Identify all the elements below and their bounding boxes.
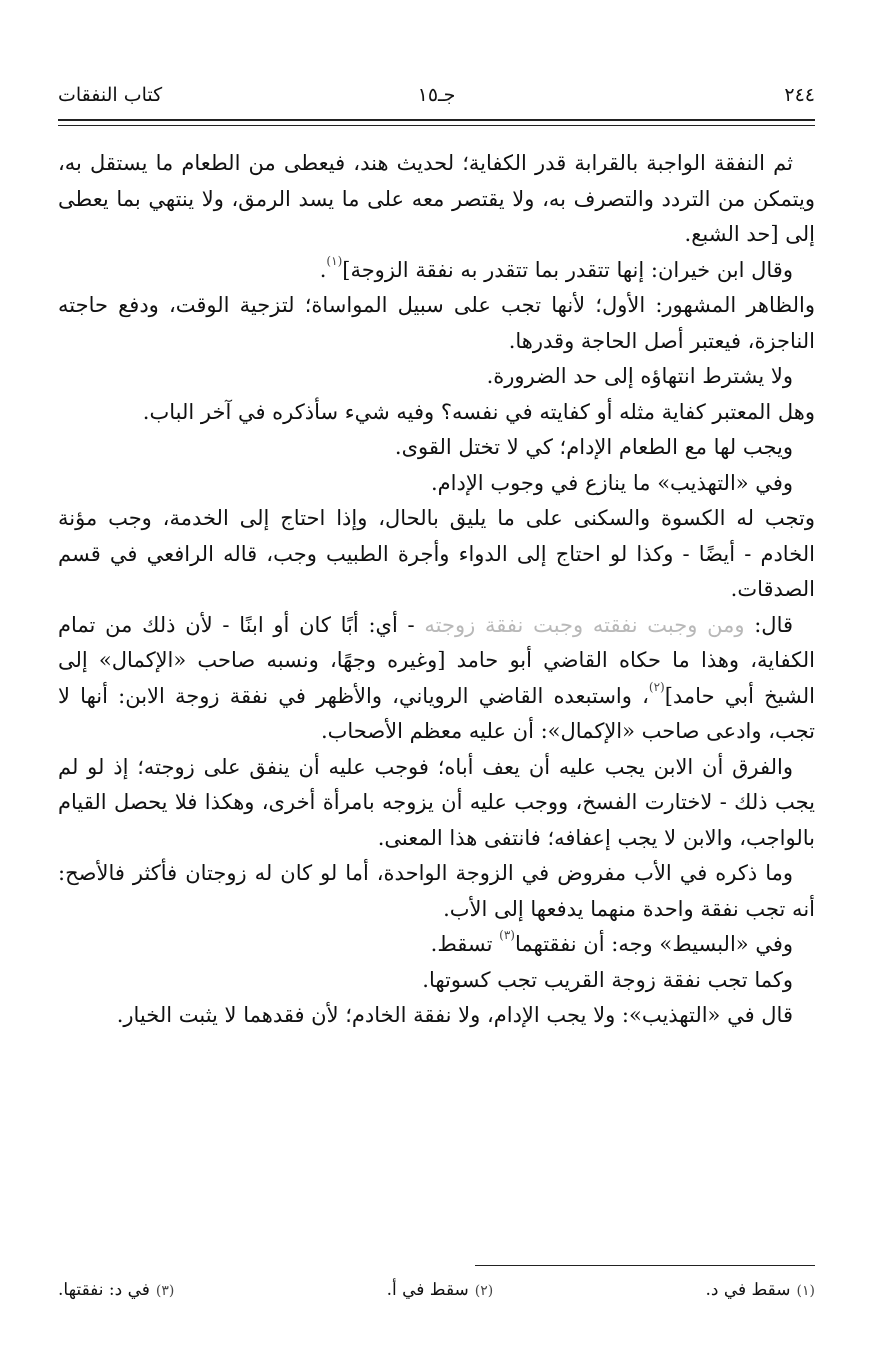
matn-quote: ومن وجبت نفقته وجبت نفقة زوجته [424,612,745,637]
footnote-item [58,1280,174,1300]
paragraph: وما ذكره في الأب مفروض في الزوجة الواحدة، أما لو كان له زوجتان فأكثر فالأصح: أنه تجب نفقة واحدة منهما يدفعها إلى الأب. [58,861,815,921]
footnote-number: (١) [796,1283,815,1299]
volume-label: جـ١٥ [417,84,456,106]
paragraph: والفرق أن الابن يجب عليه أن يعف أباه؛ فوجب عليه أن ينفق على زوجته؛ إذ لو لم يجب ذلك - لاختارت الفسخ، ووجب عليه أن يزوجه بامرأة أخرى، وهكذا فلا يحصل القيام بالواجب، والابن لا يجب إعفافه؛ فانتفى هذا المعنى. [58,754,815,850]
footnote-item [387,1280,494,1300]
footnote-item [705,1280,815,1300]
paragraph: وقال ابن خيران: إنها تتقدر بما تتقدر به نفقة الزوجة]$^{(١)}$. [319,253,793,282]
footnote-text: سقط في أ. [386,1280,469,1300]
paragraph: وتجب له الكسوة والسكنى على ما يليق بالحال، وإذا احتاج إلى الخدمة، وجب مؤنة الخادم - أيضًا - وكذا لو احتاج إلى الدواء وأجرة الطبيب وجب، قاله الرافعي في قسم الصدقات. [58,506,815,601]
paragraph: ثم النفقة الواجبة بالقرابة قدر الكفاية؛ لحديث هند، فيعطى من الطعام ما يستقل به، ويتمكن من التردد والتصرف به، ولا يقتصر معه على ما يسد الرمق، ولا ينتهي بما يعطى إلى [حد الشبع. [58,151,815,246]
page-number: ٢٤٤ [784,84,815,106]
footnotes [58,1280,815,1300]
page-header [58,78,815,112]
footnote-ref: (٣) [499,928,515,942]
main-text [58,146,815,1034]
footnote-separator [475,1265,815,1266]
paragraph: ولا يشترط انتهاؤه إلى حد الضرورة. [486,364,793,388]
paragraph: وكما تجب نفقة زوجة القريب تجب كسوتها. [422,967,793,992]
paragraph: قال: ومن وجبت نفقته وجبت نفقة زوجته - أي: أبًا كان أو ابنًا - لأن ذلك من تمام الكفاية، وهذا ما حكاه القاضي أبو حامد [وغيره وجهًا، ونسبه صاحب «الإكمال» إلى الشيخ أبي حامد]$^{(٢)}$، واستبعده القاضي الروياني، والأظهر في نفقة زوجة الابن: أنها لا تجب، وادعى صاحب «الإكمال»: أن عليه معظم الأصحاب. [58,612,815,743]
paragraph: وهل المعتبر كفاية مثله أو كفايته في نفسه؟ وفيه شيء سأذكره في آخر الباب. [142,399,815,424]
paragraph: قال في «التهذيب»: ولا يجب الإدام، ولا نفقة الخادم؛ لأن فقدهما لا يثبت الخيار. [116,1003,793,1027]
header-rule-thick [58,119,815,121]
footnote-ref: (١) [326,253,343,268]
paragraph: وفي «التهذيب» ما ينازع في وجوب الإدام. [430,470,793,495]
paragraph: وفي «البسيط» وجه: أن نفقتهما$^{(٣)}$ تسقط. [430,928,793,956]
footnote-text: سقط في د. [705,1280,791,1300]
footnote-text: في د: نفقتها. [58,1280,150,1300]
footnote-ref: (٢) [648,679,665,694]
footnote-number: (٣) [155,1283,175,1299]
paragraph: ويجب لها مع الطعام الإدام؛ كي لا تختل القوى. [394,435,793,459]
book-title: كتاب النفقات [58,84,163,106]
paragraph: والظاهر المشهور: الأول؛ لأنها تجب على سبيل المواساة؛ لتزجية الوقت، ودفع حاجته الناجزة، فيعتبر أصل الحاجة وقدرها. [58,293,815,353]
header-rule-thin [58,125,815,126]
footnote-number: (٢) [474,1283,494,1299]
